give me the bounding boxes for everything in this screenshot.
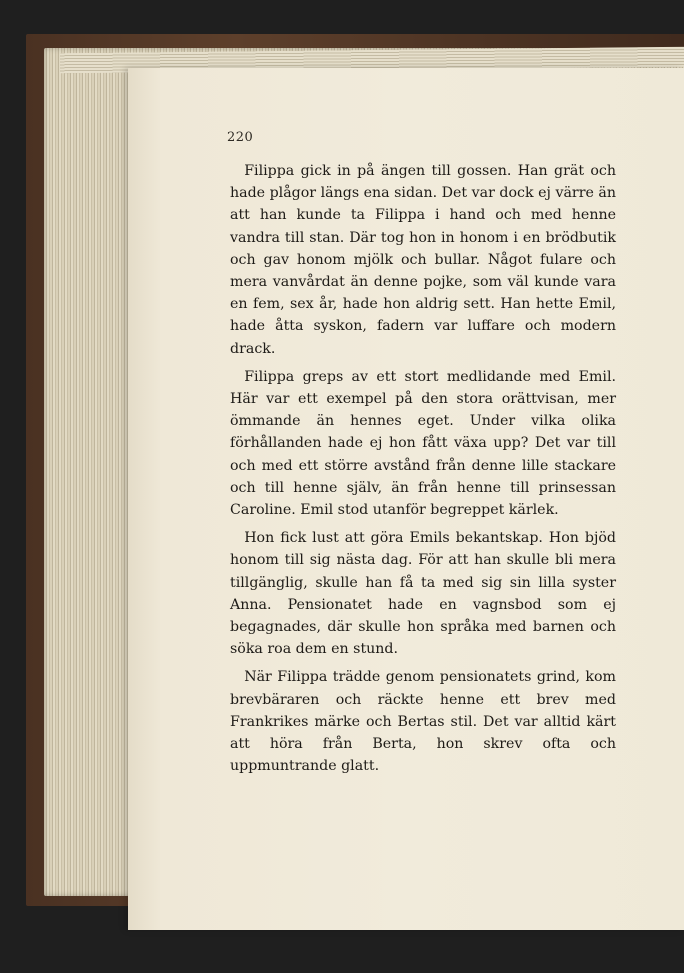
page-number: 220 — [227, 130, 254, 145]
body-text — [230, 160, 616, 783]
paragraph-3: Hon fick lust att göra Emils bekantskap. Hon bjöd honom till sig nästa dag. För att han skulle bli mera tillgänglig, skulle han få ta med sig sin lilla syster Anna. Pensionatet hade en vagnsbod som ej begagnades, där skulle hon språka med barnen och söka roa dem en stund. — [230, 530, 616, 658]
paragraph-4: När Filippa trädde genom pensionatets grind, kom brevbäraren och räckte henne ett brev med Frankrikes märke och Bertas stil. Det var alltid kärt att höra från Berta, hon skrev ofta och uppmuntrande glatt. — [230, 669, 616, 775]
paragraph-2: Filippa greps av ett stort medlidande med Emil. Här var ett exempel på den stora orättvisan, mer ömmande än hennes eget. Under vilka olika förhållanden hade ej hon fått växa upp? Det var till och med ett större avstånd från denne lille stackare och till henne själv, än från henne till prinsessan Caroline. Emil stod utanför begreppet kärlek. — [230, 368, 616, 519]
paragraph-1: Filippa gick in på ängen till gossen. Han grät och hade plågor längs ena sidan. Det var dock ej värre än att han kunde ta Filippa i hand och med henne vandra till stan. Där tog hon in honom i en brödbutik och gav honom mjölk och bullar. Något fulare och mera vanvårdat än denne pojke, som väl kunde vara en fem, sex år, hade hon aldrig sett. Han hette Emil, hade åtta syskon, fadern var luffare och modern drack. — [230, 163, 616, 357]
